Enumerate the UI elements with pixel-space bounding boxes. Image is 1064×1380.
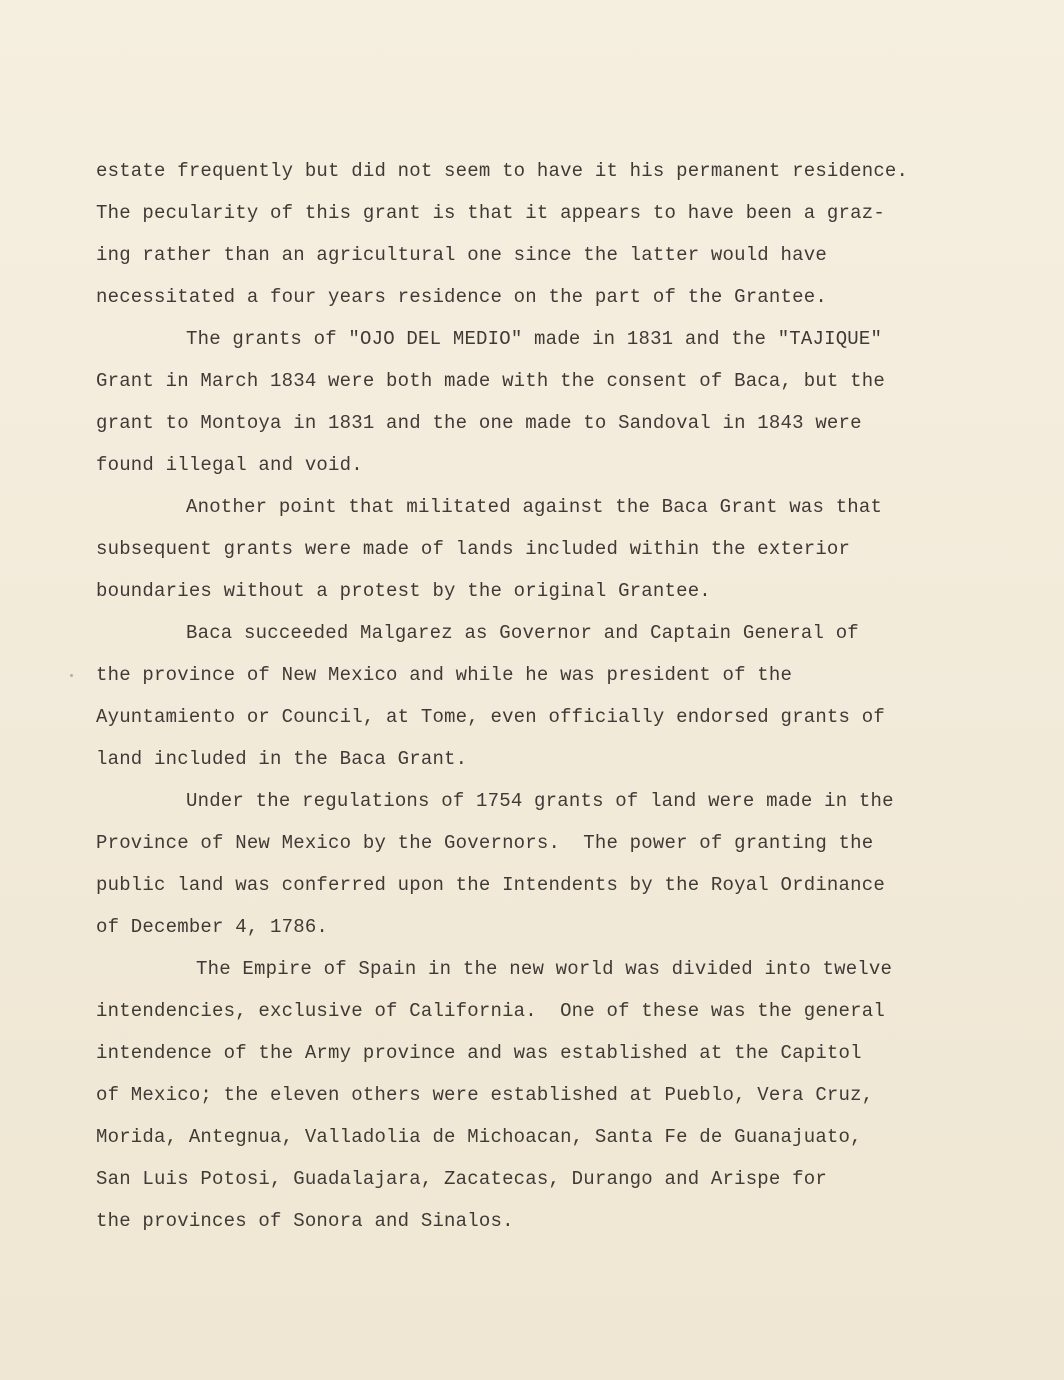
paragraph-start-line: The grants of "OJO DEL MEDIO" made in 1831 and the "TAJIQUE"	[186, 328, 883, 350]
text-line: Province of New Mexico by the Governors. The power of granting the	[96, 832, 874, 854]
text-line: found illegal and void.	[96, 454, 363, 476]
text-line: Morida, Antegnua, Valladolia de Michoacan, Santa Fe de Guanajuato,	[96, 1126, 862, 1148]
paragraph-start-line: Baca succeeded Malgarez as Governor and Captain General of	[186, 622, 859, 644]
paragraph-start-line: The Empire of Spain in the new world was divided into twelve	[196, 958, 893, 980]
text-line: the provinces of Sonora and Sinalos.	[96, 1210, 514, 1232]
text-line: necessitated a four years residence on the part of the Grantee.	[96, 286, 827, 308]
text-line: Grant in March 1834 were both made with the consent of Baca, but the	[96, 370, 885, 392]
paragraph-start-line: Another point that militated against the Baca Grant was that	[186, 496, 883, 518]
text-line: of Mexico; the eleven others were established at Pueblo, Vera Cruz,	[96, 1084, 874, 1106]
paragraph-start-line: Under the regulations of 1754 grants of land were made in the	[186, 790, 894, 812]
text-line: intendence of the Army province and was established at the Capitol	[96, 1042, 862, 1064]
text-line: public land was conferred upon the Intendents by the Royal Ordinance	[96, 874, 885, 896]
margin-mark	[70, 674, 73, 677]
text-line: land included in the Baca Grant.	[96, 748, 468, 770]
text-line: the province of New Mexico and while he was president of the	[96, 664, 793, 686]
text-line: Ayuntamiento or Council, at Tome, even officially endorsed grants of	[96, 706, 885, 728]
text-line: intendencies, exclusive of California. One of these was the general	[96, 1000, 885, 1022]
text-line: estate frequently but did not seem to have it his permanent residence.	[96, 160, 909, 182]
text-line: ing rather than an agricultural one since the latter would have	[96, 244, 827, 266]
text-line: subsequent grants were made of lands included within the exterior	[96, 538, 851, 560]
text-line: San Luis Potosi, Guadalajara, Zacatecas, Durango and Arispe for	[96, 1168, 827, 1190]
typed-text-body	[96, 150, 996, 1242]
text-line: grant to Montoya in 1831 and the one made to Sandoval in 1843 were	[96, 412, 862, 434]
text-line: boundaries without a protest by the original Grantee.	[96, 580, 711, 602]
text-line: The pecularity of this grant is that it appears to have been a graz-	[96, 202, 885, 224]
text-line: of December 4, 1786.	[96, 916, 329, 938]
